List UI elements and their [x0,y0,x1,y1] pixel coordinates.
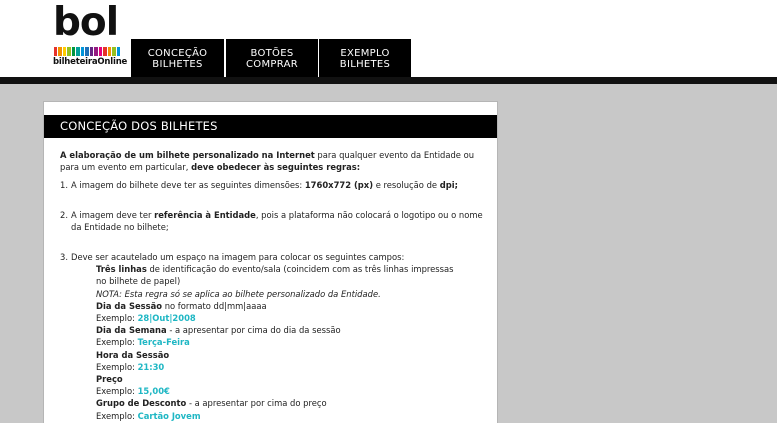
field-price [96,373,485,385]
bol-logo[interactable] [53,0,128,69]
field-desc: de identificação do evento/sala (coincidem com as três linhas impressas no bilhete de papel) [96,264,454,287]
example-label: Exemplo: [96,410,138,421]
field-note: NOTA: Esta regra só se aplica ao bilhete personalizado da Entidade. [96,288,381,299]
rule-text [71,179,485,191]
panel-title: CONCEÇÃO DOS BILHETES [44,115,497,138]
intro-bold-2: deve obedecer às seguintes regras: [191,162,361,173]
nav-label-line2: BILHETES [339,58,391,70]
header-divider [0,77,777,84]
example-price [96,385,485,397]
rules-content [60,149,485,422]
rule-text: Deve ser acautelado um espaço na imagem para colocar os seguintes campos: [71,252,405,263]
logo-stripe [76,47,79,56]
spacer [60,233,485,251]
field-three-lines [96,263,462,287]
intro-text-1: para qualquer evento da Entidade ou para um evento em particular, [60,150,475,173]
field-label: Dia da Semana [96,325,167,336]
rule2-text-2: , pois a plataforma não colocará o logotipo ou o nome da Entidade no bilhete; [71,209,483,232]
logo-stripe [112,47,115,56]
rule-number: 2. [60,209,68,220]
example-label: Exemplo: [96,313,138,324]
logo-stripe [108,47,111,56]
rule-2 [60,209,485,233]
field-label: Grupo de Desconto [96,398,187,409]
rule-number: 1. [60,180,68,191]
example-value: 15,00€ [137,386,170,397]
logo-stripe [81,47,84,56]
rule2-bold: referência à Entidade [154,209,256,220]
rule-1 [60,179,485,191]
rule2-text-1: A imagem deve ter [71,209,155,220]
ticket-fields-list [96,263,485,422]
intro-bold-1: A elaboração de um bilhete personalizado na Internet [60,150,315,160]
nav-label-line1: CONCEÇÃO [147,47,208,59]
example-discount-group [96,410,485,422]
nav-label-line1: EXEMPLO [340,47,390,59]
rule-text [71,209,485,233]
logo-stripe [58,47,61,56]
nav-example-tickets[interactable] [319,39,411,78]
logo-stripe [54,47,57,56]
logo-stripe [94,47,97,56]
field-discount-group [96,397,485,409]
example-value: Terça-Feira [137,337,190,348]
site-header [0,0,777,78]
intro-paragraph [60,149,485,173]
field-desc: - a apresentar por cima do preço [186,398,327,409]
rule-number: 3. [60,252,68,263]
example-session-time [96,361,485,373]
field-label: Preço [96,374,123,385]
logo-stripe [99,47,102,56]
logo-stripe [103,47,106,56]
logo-stripe [63,47,66,56]
nav-buy-buttons[interactable] [226,39,318,78]
example-week-day [96,336,485,348]
example-value: 21:30 [137,361,165,372]
logo-stripes [54,47,120,56]
field-label: Hora da Sessão [96,349,170,360]
logo-stripe [85,47,88,56]
rule-3 [60,251,485,263]
nav-label-line2: BILHETES [152,58,203,70]
content-panel [43,101,498,423]
field-label: Três linhas [96,264,147,275]
logo-stripe [72,47,75,56]
example-session-day [96,312,485,324]
field-week-day [96,324,485,336]
example-value: Cartão Jovem [137,410,201,421]
field-label: Dia da Sessão [96,300,163,311]
logo-stripe [90,47,93,56]
example-value: 28|Out|2008 [137,313,196,324]
logo-stripe [67,47,70,56]
field-desc: - a apresentar por cima do dia da sessão [166,325,341,336]
logo-subtitle: bilheteiraOnline [53,57,128,67]
rule1-text-1: A imagem do bilhete deve ter as seguintes dimensões: [71,180,305,191]
nav-conception-tickets[interactable] [131,39,224,78]
rule1-dimensions: 1760x772 (px) [304,180,374,191]
field-session-day [96,300,485,312]
field-desc: no formato dd|mm|aaaa [162,300,267,311]
nav-label-line1: BOTÕES [250,47,294,59]
example-label: Exemplo: [96,386,138,397]
rule1-resolution: dpi; [439,180,458,191]
field-session-time [96,349,485,361]
spacer [60,192,485,209]
example-label: Exemplo: [96,337,138,348]
logo-stripe [117,47,120,56]
rule1-text-2: e resolução de [373,180,440,191]
logo-word: bol [53,0,119,45]
nav-label-line2: COMPRAR [246,58,298,70]
example-label: Exemplo: [96,361,138,372]
